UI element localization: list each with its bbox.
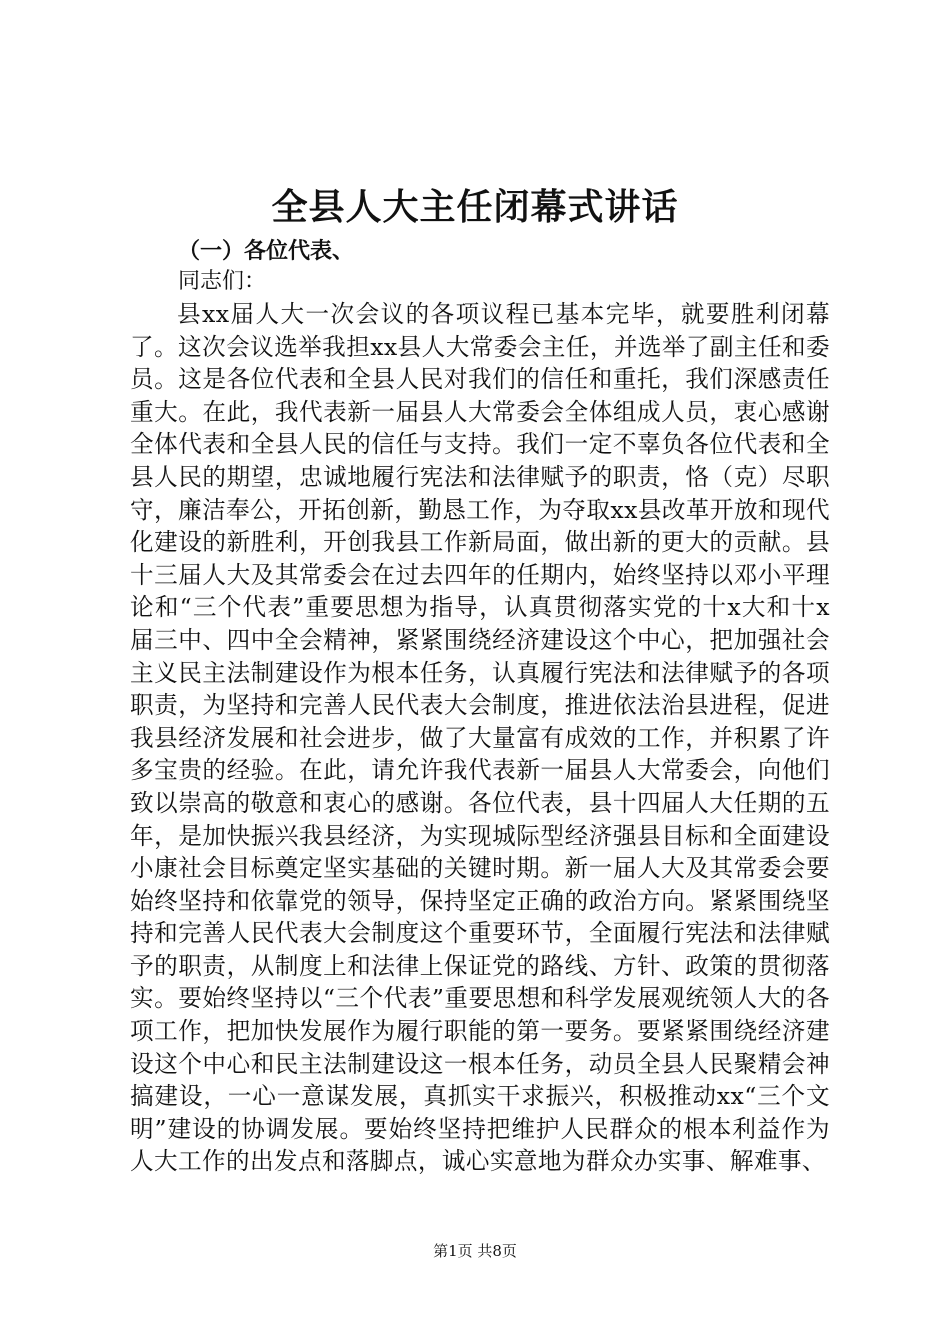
section-heading: （一）各位代表、 [178, 239, 355, 264]
document-title: 全县人大主任闭幕式讲话 [271, 187, 679, 228]
body-paragraph: 县xx届人大一次会议的各项议程已基本完毕，就要胜利闭幕了。这次会议选举我担xx县人大常委会主任，并选举了副主任和委员。这是各位代表和全县人民对我们的信任和重托，我们深感责任重大。在此，我代表新一届县人大常委会全体组成人员，衷心感谢全体代表和全县人民的信任与支持。我们一定不辜负各位代表和全县人民的期望，忠诚地履行宪法和法律赋予的职责，恪（克）尽职守，廉洁奉公，开拓创新，勤恳工作，为夺取xx县改革开放和现代化建设的新胜利，开创我县工作新局面，做出新的更大的贡献。县十三届人大及其常委会在过去四年的任期内，始终坚持以邓小平理论和“三个代表”重要思想为指导，认真贯彻落实党的十x大和十x届三中、四中全会精神，紧紧围绕经济建设这个中心，把加强社会主义民主法制建设作为根本任务，认真履行宪法和法律赋予的各项职责，为坚持和完善人民代表大会制度，推进依法治县进程，促进我县经济发展和社会进步，做了大量富有成效的工作，并积累了许多宝贵的经验。在此，请允许我代表新一届县人大常委会，向他们致以崇高的敬意和衷心的感谢。各位代表，县十四届人大任期的五年，是加快振兴我县经济，为实现城际型经济强县目标和全面建设小康社会目标奠定坚实基础的关键时期。新一届人大及其常委会要始终坚持和依靠党的领导，保持坚定正确的政治方向。紧紧围绕坚持和完善人民代表大会制度这个重要环节，全面履行宪法和法律赋予的职责，从制度上和法律上保证党的路线、方针、政策的贯彻落实。要始终坚持以“三个代表”重要思想和科学发展观统领人大的各项工作，把加快发展作为履行职能的第一要务。要紧紧围绕经济建设这个中心和民主法制建设这一根本任务，动员全县人民聚精会神搞建设，一心一意谋发展，真抓实干求振兴，积极推动xx“三个文明”建设的协调发展。要始终坚持把维护人民群众的根本利益作为人大工作的出发点和落脚点，诚心实意地为群众办实事、解难事、 [130, 300, 830, 1176]
salutation: 同志们： [178, 269, 267, 294]
page-footer: 第1页 共8页 [433, 1242, 517, 1260]
